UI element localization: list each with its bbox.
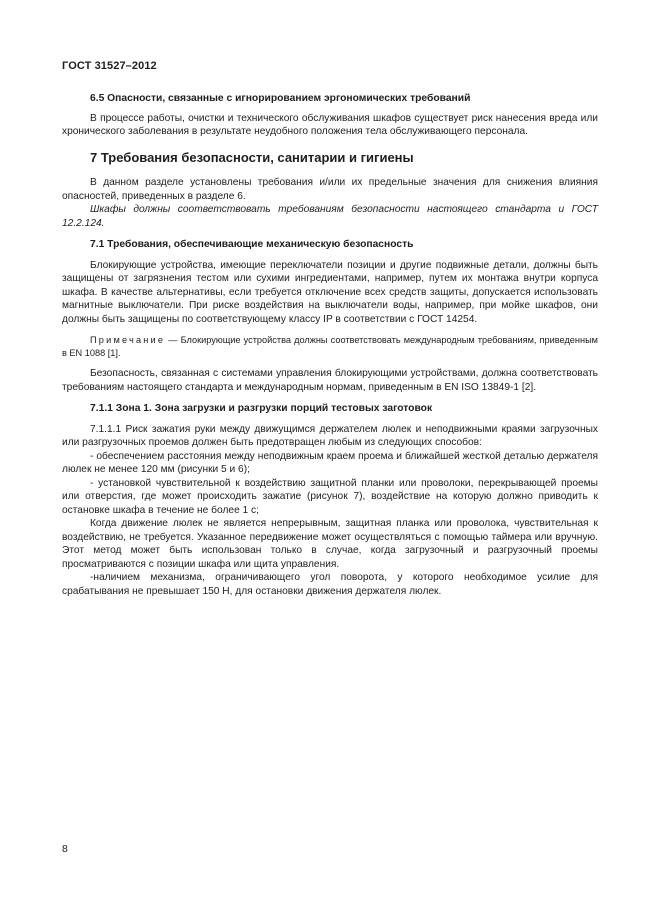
section-7-1-heading: 7.1 Требования, обеспечивающие механическую безопасность xyxy=(90,239,414,250)
note-label: Примечание xyxy=(90,335,166,345)
method-2-paragraph: - установкой чувствительной к воздействию защитной планки или проволоки, перекрывающей проемы или отверстия, где может происходить зажатие (рисунок 7), воздействие на которую должно приводить к остановке шкафа в течение не более 1 с; xyxy=(62,477,598,516)
section-7-1-paragraph-1: Блокирующие устройства, имеющие переключатели позиции и другие подвижные детали, должны быть защищены от загрязнения тестом или сухими ингредиентами, например, путем их монтажа внутри корпуса шкафа. В качестве альтернативы, если требуется отключение всех средств защиты, допускается использовать магнитные выключатели. При риске воздействия на выключатели воды, например, при мойке шкафов, они должны быть защищены по соответствующему классу IP в соответствии с ГОСТ 14254. xyxy=(62,259,598,325)
continuous-motion-paragraph: Когда движение люлек не является непрерывным, защитная планка или проволока, чувствительная к воздействию, не требуется. Указанное передвижение может осуществляться с помощью таймера или вручную. Этот метод может быть использован только в случае, когда загрузочный и разгрузочный проемы просматриваются с позиции шкафа или щита управления. xyxy=(62,518,598,570)
page-number: 8 xyxy=(62,843,68,855)
section-6-5-paragraph: В процессе работы, очистки и технического обслуживания шкафов существует риск нанесения вреда или хронического заболевания в результате неудобного положения тела обслуживающего персонала. xyxy=(62,112,598,137)
document-code: ГОСТ 31527–2012 xyxy=(62,60,157,72)
page-content xyxy=(62,92,598,598)
section-7-1-1-1-paragraph: 7.1.1.1 Риск зажатия руки между движущимся держателем люлек и неподвижными краями загрузочных или разгрузочных проемов должен быть предотвращен любым из следующих способов: xyxy=(62,423,598,448)
section-7-heading: 7 Требования безопасности, санитарии и гигиены xyxy=(90,149,414,165)
section-7-1-paragraph-2: Безопасность, связанная с системами управления блокирующими устройствами, должна соответствовать требованиям настоящего стандарта и международным нормам, приведенным в EN ISO 13849-1 [2]. xyxy=(62,368,598,393)
section-6-5-heading: 6.5 Опасности, связанные с игнорированием эргономических требований xyxy=(90,93,471,104)
method-1-paragraph: - обеспечением расстояния между неподвижным краем проема и ближайшей жесткой деталью держателя люлек не менее 120 мм (рисунки 5 и 6); xyxy=(62,450,598,475)
section-7-1-1-heading: 7.1.1 Зона 1. Зона загрузки и разгрузки порций тестовых заготовок xyxy=(90,403,433,414)
section-7-paragraph-1: В данном разделе установлены требования и/или их предельные значения для снижения влияния опасностей, приведенных в разделе 6. xyxy=(62,177,598,202)
section-7-paragraph-2: Шкафы должны соответствовать требованиям безопасности настоящего стандарта и ГОСТ 12.2.124. xyxy=(62,204,598,229)
method-3-paragraph: -наличием механизма, ограничивающего угол поворота, у которого необходимое усилие для срабатывания не превышает 150 Н, для остановки движения держателя люлек. xyxy=(62,572,598,597)
note xyxy=(62,334,598,359)
note-text: — Блокирующие устройства должны соответствовать международным требованиям, приведенным в EN 1088 [1]. xyxy=(62,335,598,358)
